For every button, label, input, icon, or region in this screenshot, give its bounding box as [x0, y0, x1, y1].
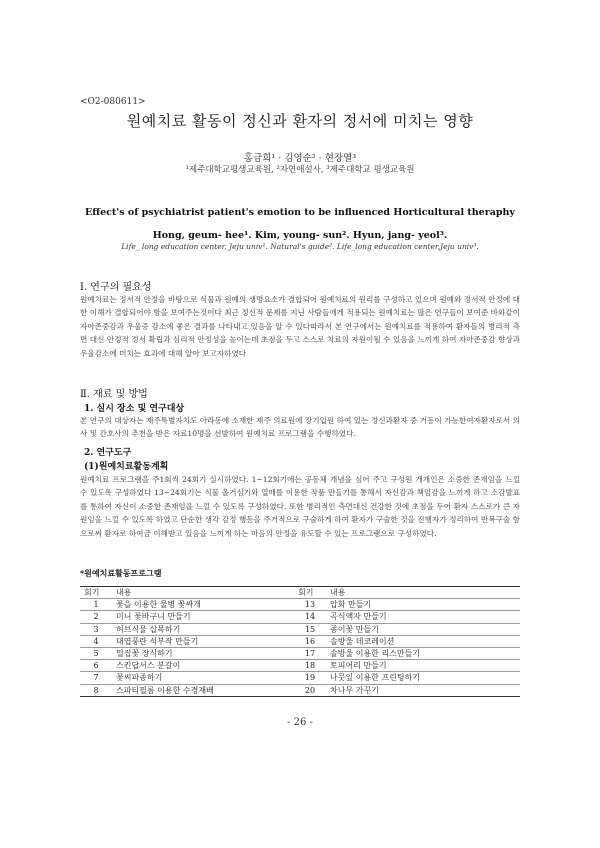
activity-content: 꽃을 이용한 물병 꽃싸개 [112, 599, 294, 611]
authors-english: Hong, geum- hee¹. Kim, young- sun². Hyun, jang- yeol³. [152, 230, 448, 241]
table-header-row [80, 587, 520, 599]
activity-content: 압화 만들기 [326, 599, 520, 611]
activity-content: 솔방울 데코레이션 [326, 635, 520, 647]
activity-content: 스킨답서스 분갈이 [112, 660, 294, 672]
authors-korean: 홍금희¹ · 김영순² · 현장열³ [243, 153, 357, 164]
session-number: 5 [80, 648, 112, 660]
session-number: 6 [80, 660, 112, 672]
activity-content: 차나무 가꾸기 [326, 684, 520, 696]
activity-content: 허브식물 삽목하기 [112, 623, 294, 635]
header-content-1: 내용 [112, 587, 294, 599]
session-number: 14 [294, 611, 326, 623]
activity-content: 토피어리 만들기 [326, 660, 520, 672]
activity-content: 꽃씨파종하기 [112, 672, 294, 684]
section-1-body: 원예치료는 정서적 안정을 바탕으로 식물과 원예의 생명요소가 결합되어 원예치료의 원리를 구성하고 있으며 원예와 정서적 안정에 대한 이해가 결합되어야 함을 보여주는것이다 최근 정신적 문제를 지닌 사람들에게 적용되는 원예치료는 많은 연구들이 보여준 바와같이 자아존중감과 우울증 감소에 좋은 결과를 나타내고 있음을 알 수 있다따라서 본 연구에서는 원예치료를 적용하여 환자들의 병리적 측면 대신 안정적 정서 확립과 심리적 안정성을 높이는데 초점을 두고 스스로 치료의 자원이될 수 있음을 느끼게 하여 자아존중감 향상과 우울감소에 미치는 효과에 대해 알아 보고자하였다 [80, 295, 520, 358]
session-number: 4 [80, 635, 112, 647]
session-number: 13 [294, 599, 326, 611]
section-2-body-1: 본 연구의 대상자는 제주특별자치도 아라동에 소재한 제주 의료원에 장기입원 하여 있는 정신과환자 중 거동이 가능한여자환자로서 의사 및 간호사의 추천을 받은 자료10명을 선발하여 원예치료 프로그램을 수행하였다. [80, 416, 520, 439]
table-row [80, 623, 520, 635]
page-number: - 26 - [287, 717, 313, 728]
section-heading-2: Ⅱ. 재료 및 방법 [80, 389, 148, 400]
section-2-body-2: 원예치료 프로그램을 주1회씩 24회기 실시하였다. 1~12회기에는 공동체 개념을 심어 주고 구성원 개개인은 소중한 존재임을 느낄 수 있도록 구성하였다 13~24회기는 식물 올거심기와 열매를 이용한 작품 만들기를 통해서 자신감과 책임감을 느끼게 하고 소감발표를 통하여 자신이 소중한 존재임을 느낄 수 있도록 구성하였다. 또한 병리적인 측면대신 건강한 것에 초점을 두어 환자 스스로가 큰 자원임을 느낄 수 있도록 하였고 단순한 생각 감정 행동을 주거적으로 구술하게 하여 환자가 구술한 것을 진행자가 정리하여 반복구술 함으로써 환자로 하여금 이해받고 있음을 느끼게 하는 마음의 안정을 유도할 수 있는 프로그램으로 구성하였다. [80, 475, 520, 538]
table-row [80, 635, 520, 647]
activity-content: 종이꽃 만들기 [326, 623, 520, 635]
header-session-1: 회기 [80, 587, 112, 599]
session-number: 8 [80, 684, 112, 696]
title-english: Effect's of psychiatrist patient's emotion to be influenced Horticultural theraphy [85, 207, 515, 218]
table-row [80, 684, 520, 696]
title-korean: 원예치료 활동이 정신과 환자의 정서에 미치는 영향 [126, 112, 474, 130]
table-row [80, 648, 520, 660]
session-number: 2 [80, 611, 112, 623]
session-number: 3 [80, 623, 112, 635]
session-number: 18 [294, 660, 326, 672]
header-content-2: 내용 [326, 587, 520, 599]
affiliations-english: Life_ long education center, Jeju univ¹. Natural's guide². Life_long education center,Jeju univ³. [121, 242, 479, 251]
activity-content: 스파티필름 이용한 수경재배 [112, 684, 294, 696]
table-row [80, 599, 520, 611]
activity-content: 솔방울 이용한 리스만들기 [326, 648, 520, 660]
session-number: 19 [294, 672, 326, 684]
activity-content: 대엽풍란 석부작 만들기 [112, 635, 294, 647]
affiliations-korean: ¹제주대학교평생교육원, ²자연애설사, ³제주대학교 평생교육원 [185, 165, 415, 175]
subsection-heading-2: 2. 연구도구 [84, 448, 132, 458]
session-number: 16 [294, 635, 326, 647]
session-number: 20 [294, 684, 326, 696]
activity-content: 미니 꽃바구니 만들기 [112, 611, 294, 623]
header-session-2: 회기 [294, 587, 326, 599]
paper-code: <O2-080611> [80, 97, 146, 107]
subsection-heading-2-1: (1)원예치료활동계획 [84, 462, 169, 472]
session-number: 7 [80, 672, 112, 684]
table-row [80, 611, 520, 623]
activity-content: 밀집꽃 장식하기 [112, 648, 294, 660]
subsection-heading-1: 1. 실시 장소 및 연구대상 [84, 404, 185, 414]
table-row [80, 660, 520, 672]
session-number: 17 [294, 648, 326, 660]
section-heading-1: Ⅰ. 연구의 필요성 [80, 282, 152, 293]
table-row [80, 672, 520, 684]
table-caption: *원예치료활동프로그램 [80, 568, 162, 578]
activity-content: 나뭇잎 이용한 프린팅하기 [326, 672, 520, 684]
session-number: 15 [294, 623, 326, 635]
session-number: 1 [80, 599, 112, 611]
program-table [80, 586, 520, 697]
activity-content: 곡식액자 만들기 [326, 611, 520, 623]
